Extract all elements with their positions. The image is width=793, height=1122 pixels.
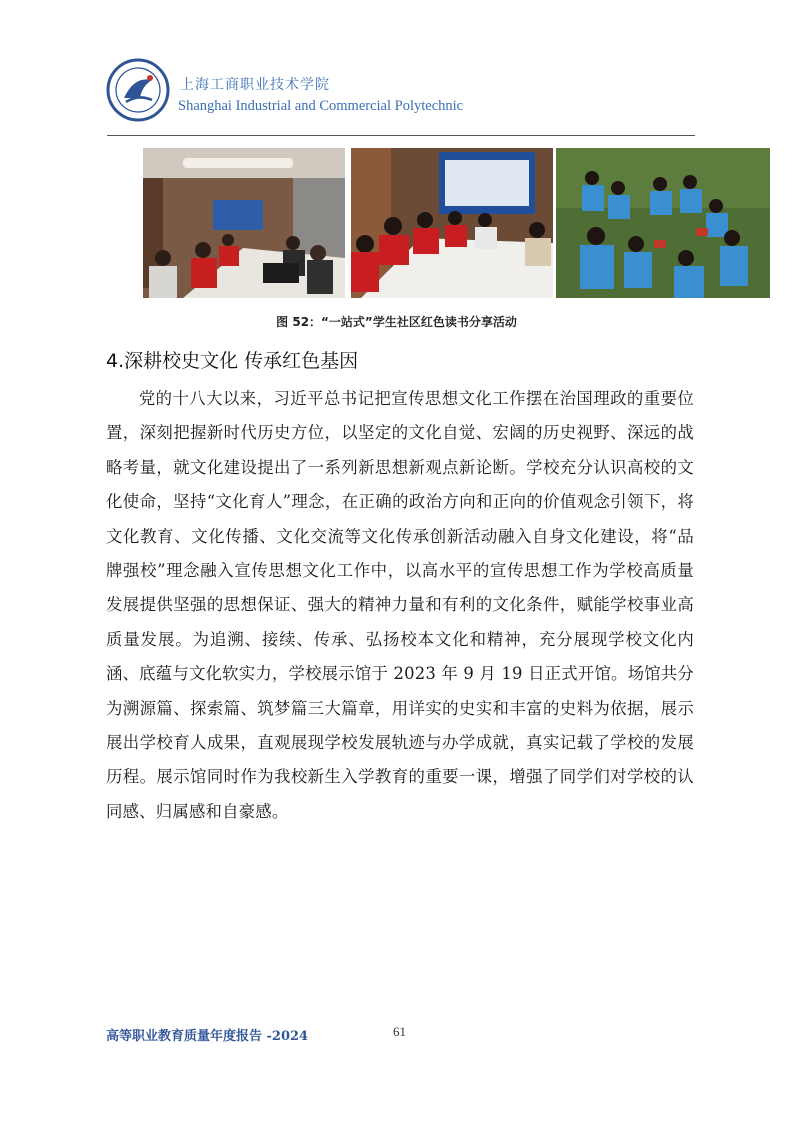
school-name-en: Shanghai Industrial and Commercial Polytechnic [178,98,464,114]
body-paragraph: 党的十八大以来，习近平总书记把宣传思想文化工作摆在治国理政的重要位置，深刻把握新时代历史方位，以坚定的文化自觉、宏阔的历史视野、深远的战略考量，就文化建设提出了一系列新思想新观点新论断。学校充分认识高校的文化使命，坚持“文化育人”理念，在正确的政治方向和正向的价值观念引领下，将文化教育、文化传播、文化交流等文化传承创新活动融入自身文化建设，将“品牌强校”理念融入宣传思想文化工作中，以高水平的宣传思想工作为学校高质量发展提供坚强的思想保证、强大的精神力量和有利的文化条件，赋能学校事业高质量发展。为追溯、接续、传承、弘扬校本文化和精神，充分展现学校文化内涵、底蕴与文化软实力，学校展示馆于 2023 年 9 月 19 日正式开馆。场馆共分为溯源篇、探索篇、筑梦篇三大篇章，用详实的史实和丰富的史料为依据，展示展出学校育人成果，直观展现学校发展轨迹与办学成就，真实记载了学校的发展历程。展示馆同时作为我校新生入学教育的重要一课，增强了同学们对学校的认同感、归属感和自豪感。 [106,389,694,821]
photo-strip [143,148,770,298]
school-emblem-icon [106,58,170,122]
reading-discussion-photo [351,148,553,298]
page-number: 61 [393,1024,406,1039]
page-header [106,58,696,138]
school-name-cn: 上海工商职业技术学院 [180,77,330,93]
footer-report-title: 高等职业教育质量年度报告 -2024 [106,1029,309,1044]
header-divider [107,135,695,136]
figure-caption: 图 52：“一站式”学生社区红色读书分享活动 [276,315,517,329]
outdoor-reading-circle-photo [556,148,770,298]
meeting-room-photo [143,148,345,298]
section-title: 4.深耕校史文化 传承红色基因 [106,350,359,372]
